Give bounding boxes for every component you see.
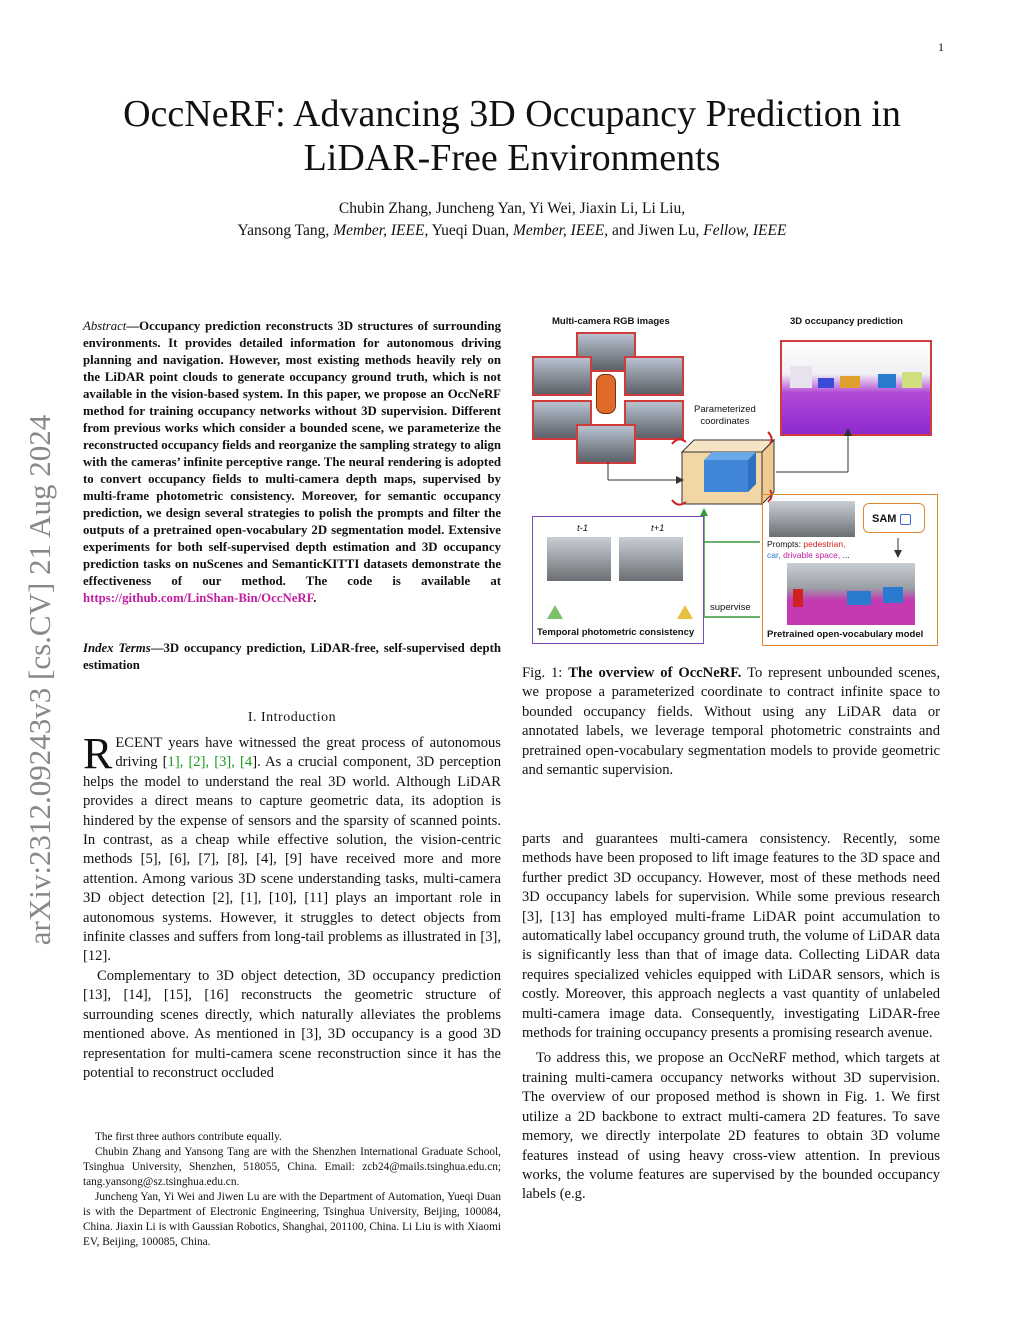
footnote-equal-contribution: The first three authors contribute equally. — [95, 1131, 282, 1143]
figure-overview — [528, 312, 948, 652]
label-parameterized-coordinates: Parameterized coordinates — [694, 404, 756, 427]
pretrained-model-panel — [762, 494, 938, 646]
lock-icon — [900, 514, 911, 525]
footnotes — [83, 1130, 501, 1250]
frame-t-minus-1 — [547, 537, 611, 581]
abstract-label: Abstract — [83, 319, 127, 333]
prompt-list: Prompts: pedestrian, car, drivable space, ... — [767, 539, 850, 560]
intro-paragraph-2: Complementary to 3D object detection, 3D occupancy prediction [13], [14], [15], [16] reconstructs the geometric structure of surrounding scenes directly, which naturally alleviates the problems mentioned above. As mentioned in [3], 3D occupancy is a good 3D representation for multi-camera scene reconstruction since it has the potential to reconstruct occluded — [83, 967, 501, 1081]
arxiv-identifier[interactable]: arXiv:2312.09243v3 [cs.CV] 21 Aug 2024 — [22, 414, 57, 946]
label-rgb-images: Multi-camera RGB images — [552, 316, 670, 327]
label-t-plus-1: t+1 — [651, 523, 665, 534]
camera-frustum-icon — [677, 605, 693, 619]
page-number: 1 — [938, 40, 944, 54]
right-paragraph-2: To address this, we propose an OccNeRF method, which targets at training multi-camera occupancy networks without 3D supervision. The overview of our proposed method is shown in Fig. 1. We first utilize a 2D backbone to extract multi-camera 2D features. To save memory, we directly interpolate 2D features to obtain 3D volume features instead of using heavy cross-view attention. In previous works, the volume features are supervised by the bounded occupancy labels (e.g. — [522, 1050, 940, 1203]
label-temporal-consistency: Temporal photometric consistency — [537, 627, 695, 638]
intro-paragraph-1: RECENT years have witnessed the great process of autonomous driving [1], [2], [3], [4]. As a crucial component, 3D perception helps the model to understand the real 3D world. Although LiDAR provides a direct means to capture geometric data, its adoption is hindered by the expense of sensors and the sparsity of scanned points. In contrast, as a cheap while effective solution, the vision-centric methods [5], [6], [7], [8], [4], [9] have received more and more attention. Among various 3D scene understanding tasks, multi-camera 3D object detection [2], [1], [10], [11] plays an important role in autonomous systems. However, it struggles to detect objects from infinite classes and suffers from long-tail problems as illustrated in [3], [12]. — [83, 729, 501, 965]
index-terms — [83, 640, 501, 674]
authors-line-2: Yansong Tang, Member, IEEE, Yueqi Duan, Member, IEEE, and Jiwen Lu, Fellow, IEEE — [237, 222, 787, 239]
abstract: Abstract—Occupancy prediction reconstructs 3D structures of surrounding environments. It provides detailed information for autonomous driving planning and navigation. However, most existing methods heavily rely on the LiDAR point clouds to generate occupancy ground truth, which is not available in the vision-based system. In this paper, we propose an OccNeRF method for training occupancy networks without 3D supervision. Different from previous works which consider a bounded scene, we parameterize the reconstructed occupancy fields and reorganize the sampling strategy to align with the cameras’ infinite perceptive range. The neural rendering is adopted to convert occupancy fields to multi-camera depth maps, supervised by multi-frame photometric consistency. Moreover, for semantic occupancy prediction, we design several strategies to polish the prompts and filter the outputs of a pretrained open-vocabulary 2D segmentation model. Extensive experiments for both self-supervised depth estimation and 3D occupancy prediction tasks on nuScenes and SemanticKITTI datasets demonstrate the effectiveness of our method. The code is available at https://github.com/LinShan-Bin/OccNeRF. — [83, 319, 501, 605]
label-t-minus-1: t-1 — [577, 523, 589, 534]
title-line-2: LiDAR-Free Environments — [303, 137, 721, 179]
label-occupancy-prediction: 3D occupancy prediction — [790, 316, 903, 327]
right-paragraph-1: parts and guarantees multi-camera consistency. Recently, some methods have been proposed to lift image features to the 3D space and further predict 3D occupancy. However, most of these methods need 3D occupancy labels for supervision. While some previous research [3], [13] has employed multi-frame LiDAR point accumulation to automatically label occupancy ground truth, the volume of LiDAR data is significantly less than that of image data. Collecting LiDAR data requires specialized vehicles equipped with LiDAR sensors, which is costly. Moreover, this approach neglects a vast quantity of unlabeled multi-camera image data. Consequently, investigating LiDAR-free methods for training occupancy presents a promising research avenue. — [522, 831, 940, 1042]
title-line-1: OccNeRF: Advancing 3D Occupancy Prediction in — [123, 93, 901, 135]
authors-line-1: Chubin Zhang, Juncheng Yan, Yi Wei, Jiaxin Li, Li Liu, — [338, 200, 686, 217]
label-pretrained-model: Pretrained open-vocabulary model — [767, 629, 924, 640]
section-heading: I. Introduction — [247, 710, 337, 725]
segmentation-output-image — [787, 563, 915, 625]
temporal-consistency-panel — [532, 516, 704, 644]
caption-body: To represent unbounded scenes, we propose a parameterized coordinate to contract infinite space to bounded occupancy fields. Without using any LiDAR data or annotated labels, we leverage temporal photometric constraints and pretrained open-vocabulary segmentation models to provide geometric and semantic supervision. — [522, 665, 941, 779]
drop-cap: R — [83, 729, 113, 778]
footnote-affiliation-2: Juncheng Yan, Yi Wei and Jiwen Lu are with the Department of Automation, Yueqi Duan is with the Department of Electronic Engineering, Tsinghua University, Beijing, 100084, China. Jiaxin Li is with Gaussian Robotics, Shanghai, 201100, China. Li Liu is with Xiaomi EV, Beijing, 100085, China. — [83, 1191, 501, 1248]
camera-frustum-icon — [547, 605, 563, 619]
caption-bold: The overview of OccNeRF. — [568, 665, 742, 681]
paper-title — [0, 92, 1024, 180]
index-terms-label: Index Terms — [83, 641, 151, 655]
citation-links[interactable]: 1], [2], [3], [4 — [167, 754, 253, 771]
label-supervise: supervise — [710, 602, 751, 613]
author-list — [0, 198, 1024, 242]
sam-model-box: SAM — [863, 503, 925, 533]
footnote-affiliation-1: Chubin Zhang and Yansong Tang are with the Shenzhen International Graduate School, Tsinghua University, Shenzhen, 518055, China. Email: zcb24@mails.tsinghua.edu.cn; tang.yansong@sz.tsinghua.edu.cn. — [83, 1146, 501, 1188]
introduction-body — [83, 729, 501, 1083]
right-column-body — [522, 830, 940, 1205]
caption-label: Fig. 1: — [522, 665, 569, 681]
frame-t-plus-1 — [619, 537, 683, 581]
abstract-body: —Occupancy prediction reconstructs 3D structures of surrounding environments. It provides detailed information for autonomous driving planning and navigation. However, most existing methods heavily rely on the LiDAR point clouds to generate occupancy ground truth, which is not available in the vision-based system. In this paper, we propose an OccNeRF method for training occupancy networks without 3D supervision. Different from previous works which consider a bounded scene, we parameterize the reconstructed occupancy fields and reorganize the sampling strategy to align with the cameras’ infinite perceptive range. The neural rendering is adopted to convert occupancy fields to multi-camera depth maps, supervised by multi-frame photometric consistency. Moreover, for semantic occupancy prediction, we design several strategies to polish the prompts and filter the outputs of a pretrained open-vocabulary 2D segmentation model. Extensive experiments for both self-supervised depth estimation and 3D occupancy prediction tasks on nuScenes and SemanticKITTI datasets demonstrate the effectiveness of our method. The code is available at — [83, 319, 501, 588]
figure-caption — [522, 664, 940, 780]
code-link[interactable]: https://github.com/LinShan-Bin/OccNeRF — [83, 591, 314, 605]
prompt-source-image — [769, 501, 855, 537]
index-terms-body: —3D occupancy prediction, LiDAR-free, self-supervised depth estimation — [83, 641, 501, 672]
